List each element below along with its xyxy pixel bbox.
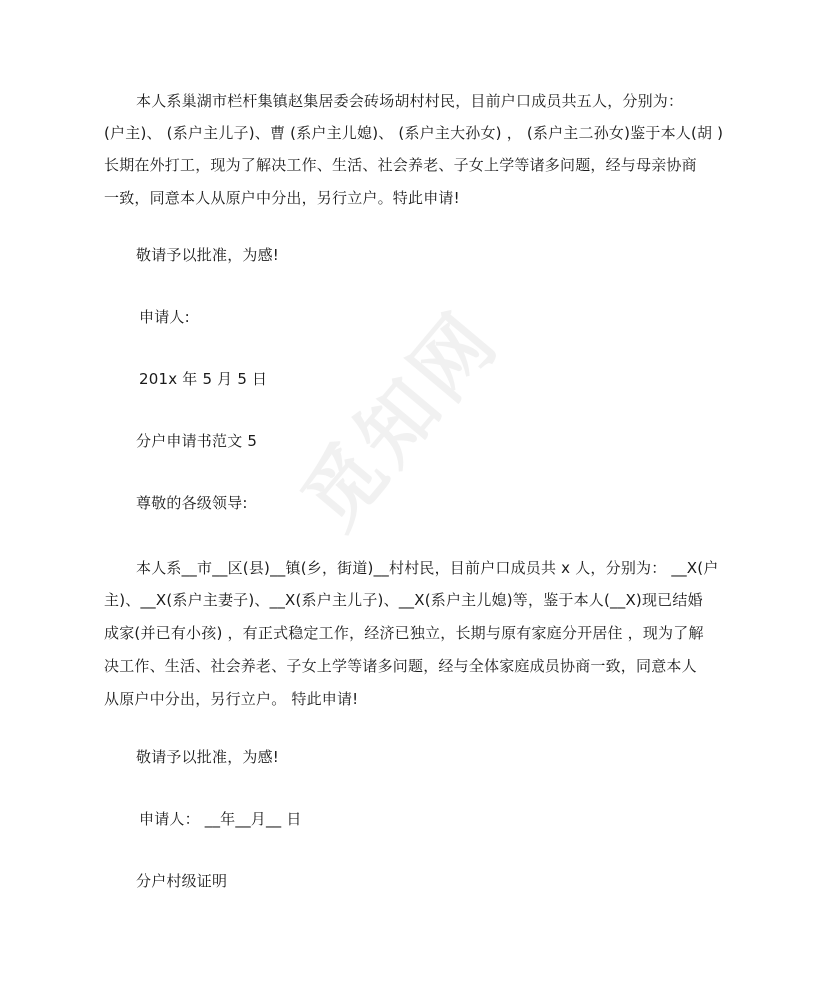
paragraph2-line4: 决工作、生活、社会养老、子女上学等诸多问题，经与全体家庭成员协商一致，同意本人 (104, 657, 697, 675)
paragraph1-line1: 本人系巢湖市栏杆集镇赵集居委会砖场胡村村民，目前户口成员共五人，分别为： (136, 92, 684, 110)
paragraph1-line4: 一致，同意本人从原户中分出，另行立户。特此申请! (104, 189, 460, 207)
paragraph2-line5: 从原户中分出，另行立户。 特此申请! (104, 690, 359, 708)
date-1: 201x 年 5 月 5 日 (139, 370, 268, 388)
applicant-date-line-2: 申请人： __年__月__ 日 (139, 810, 302, 828)
section-title: 分户申请书范文 5 (136, 432, 258, 450)
request-text-1: 敬请予以批准，为感! (136, 246, 280, 264)
paragraph1-line3: 长期在外打工，现为了解决工作、生活、社会养老、子女上学等诸多问题，经与母亲协商 (104, 156, 697, 174)
paragraph1-line2: (户主)、 (系户主儿子)、曹 (系户主儿媳)、 (系户主大孙女) ， (系户主二孙女)鉴于本人(胡 ) (104, 124, 724, 142)
paragraph2-line3: 成家(并已有小孩) ，有正式稳定工作，经济已独立，长期与原有家庭分开居住 ，现为了解 (104, 624, 704, 642)
paragraph2-line1: 本人系__市__区(县)__镇(乡，街道)__村村民，目前户口成员共 x 人，分别为： __X(户 (136, 559, 719, 577)
paragraph2-line2: 主)、__X(系户主妻子)、__X(系户主儿子)、__X(系户主儿媳)等，鉴于本人(__X)现已结婚 (104, 591, 703, 609)
applicant-label-1: 申请人: (139, 308, 190, 326)
watermark: 觅知网 (285, 295, 517, 546)
footer-title: 分户村级证明 (136, 872, 228, 890)
salutation: 尊敬的各级领导: (136, 494, 248, 512)
request-text-2: 敬请予以批准，为感! (136, 748, 280, 766)
